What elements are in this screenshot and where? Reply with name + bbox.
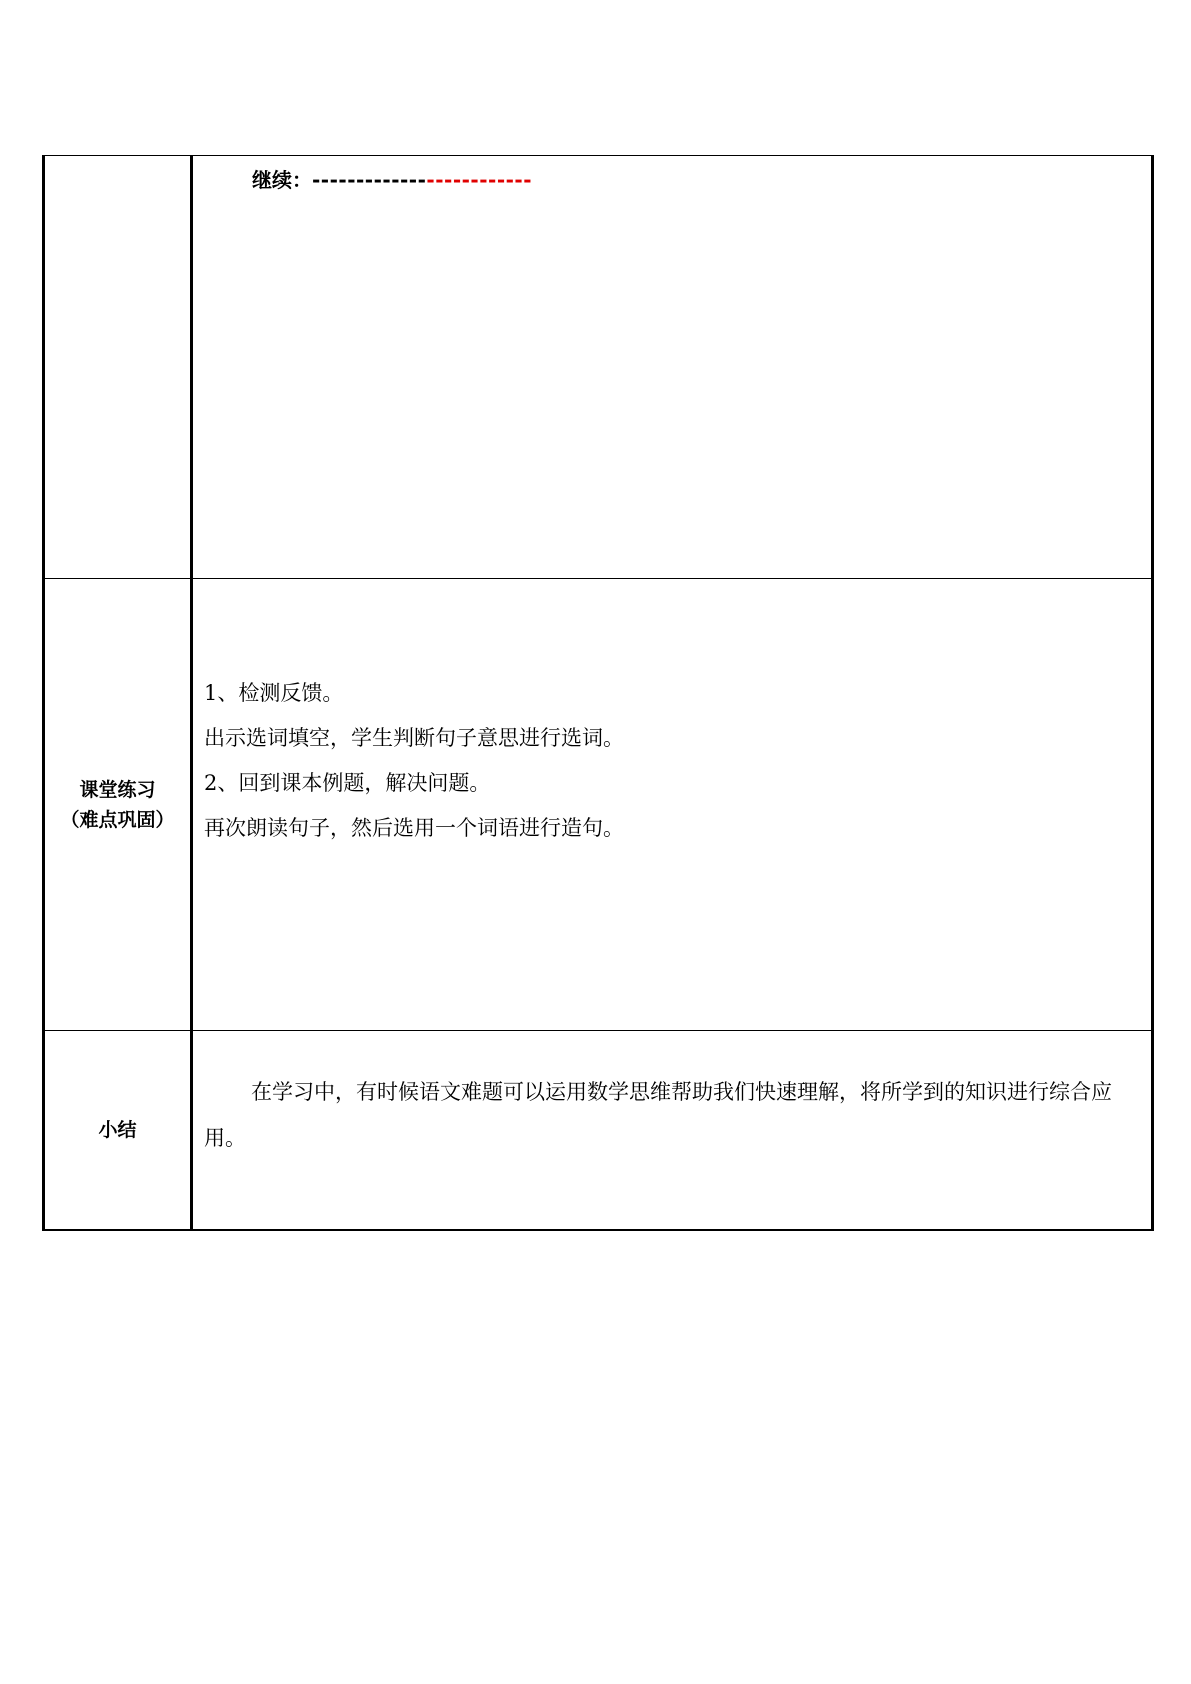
summary-text: 在学习中，有时候语文难题可以运用数学思维帮助我们快速理解，将所学到的知识进行综合应用。 — [204, 1080, 1112, 1150]
practice-line: 2、回到课本例题，解决问题。 — [204, 771, 491, 795]
dash-line-red: ------------ — [426, 168, 533, 192]
lesson-plan-table — [42, 155, 1154, 1231]
practice-label-line2: （难点巩固） — [60, 808, 175, 831]
table-row-continue — [44, 156, 1153, 579]
table-row-summary — [44, 1031, 1153, 1231]
summary-body — [193, 1031, 1151, 1161]
content-cell-continue — [192, 156, 1153, 579]
continue-heading: 继续： — [252, 168, 312, 192]
table-row-practice — [44, 579, 1153, 1031]
row-label-continue — [44, 156, 192, 579]
row-label-practice — [44, 579, 192, 1031]
continue-line — [252, 164, 1151, 193]
row-label-summary: 小结 — [44, 1031, 192, 1231]
practice-line: 出示选词填空，学生判断句子意思进行选词。 — [204, 726, 624, 750]
content-cell-practice — [192, 579, 1153, 1031]
practice-line: 再次朗读句子，然后选用一个词语进行造句。 — [204, 816, 624, 840]
content-cell-summary — [192, 1031, 1153, 1231]
practice-line: 1、检测反馈。 — [204, 681, 344, 705]
practice-label-line1: 课堂练习 — [79, 778, 156, 801]
practice-body — [193, 579, 1151, 851]
dash-line-black: ------------- — [312, 168, 427, 192]
